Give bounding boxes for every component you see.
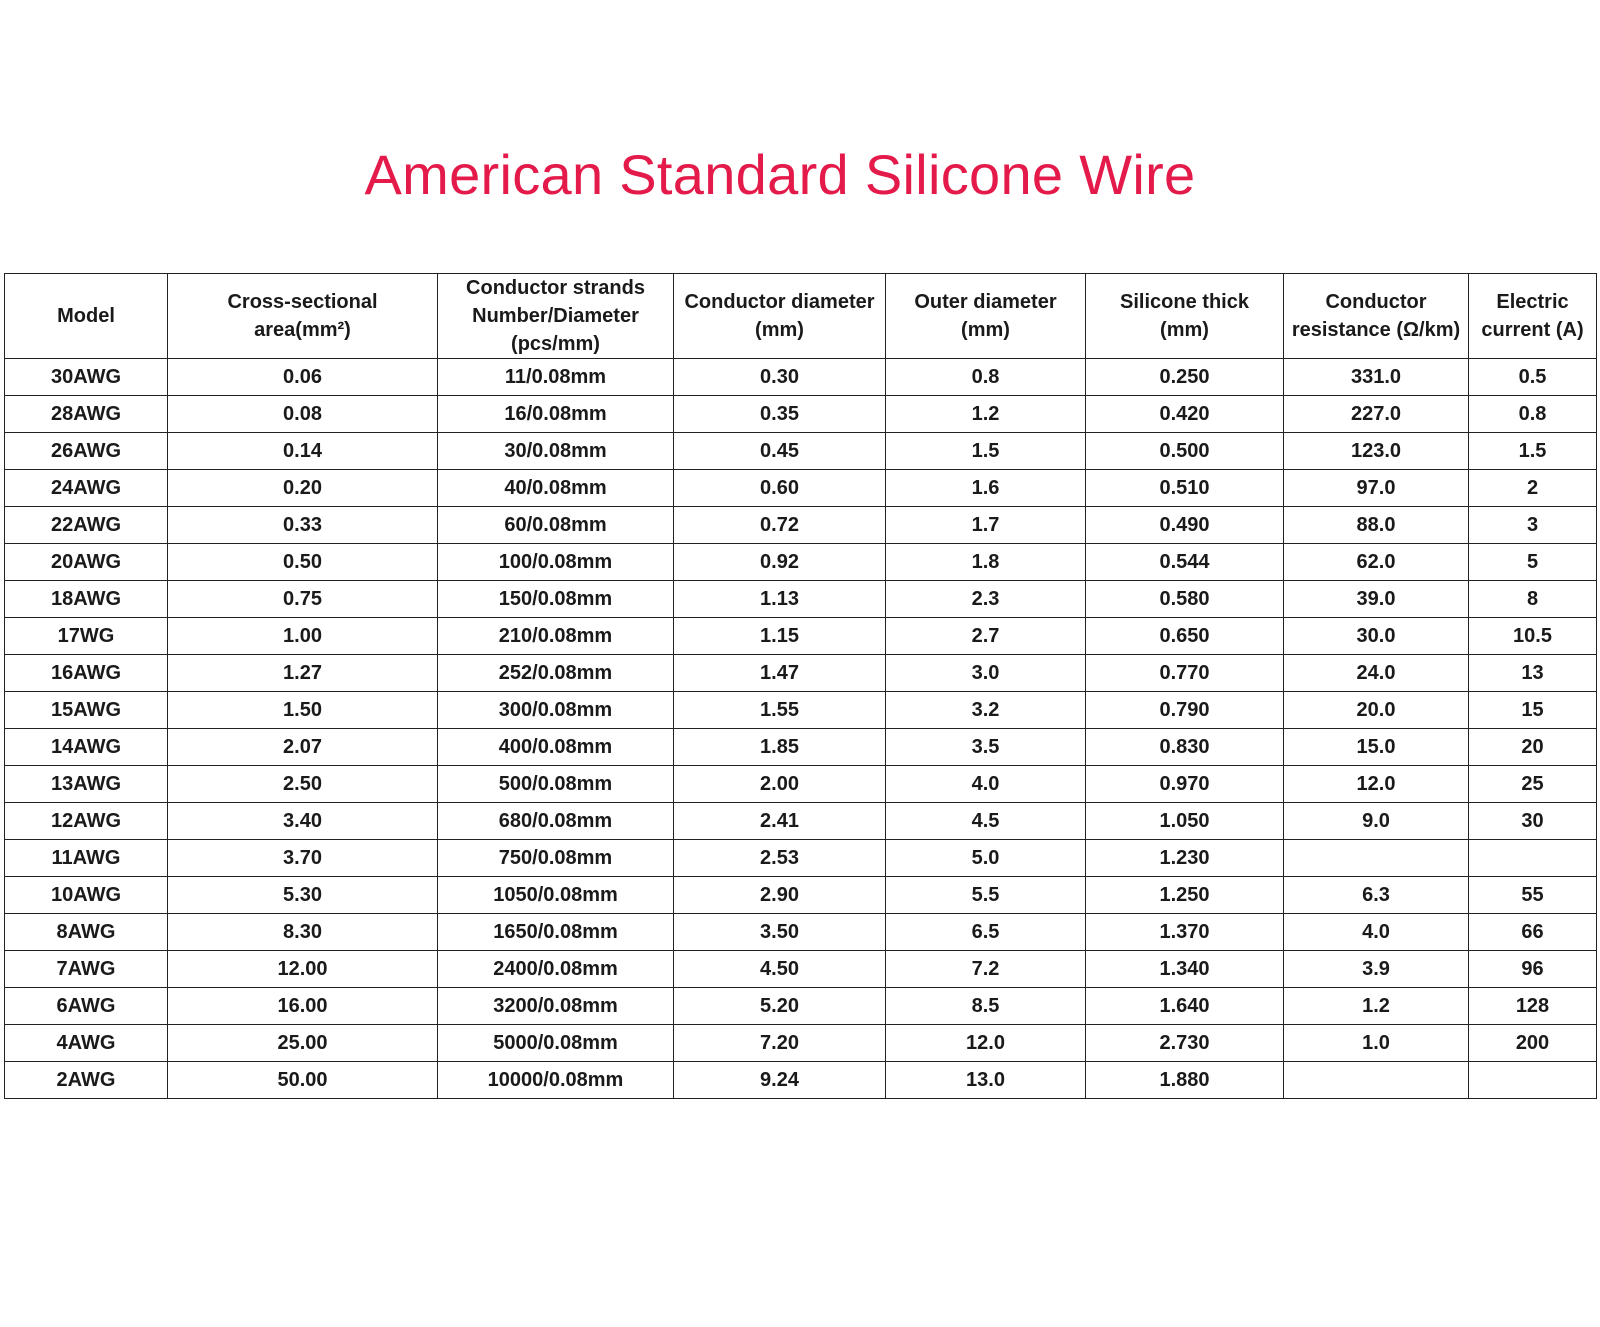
cell-model: 8AWG: [5, 914, 168, 951]
cell-outer-diameter: 4.0: [886, 766, 1086, 803]
cell-conductor-diameter: 1.47: [674, 655, 886, 692]
cell-cross-sectional-area: 1.27: [168, 655, 438, 692]
cell-silicone-thick: 0.580: [1086, 581, 1284, 618]
cell-outer-diameter: 0.8: [886, 359, 1086, 396]
cell-electric-current: [1469, 840, 1597, 877]
table-row: [5, 359, 1597, 396]
wire-spec-table: [4, 273, 1597, 1099]
cell-conductor-diameter: 0.45: [674, 433, 886, 470]
table-row: [5, 766, 1597, 803]
column-header-model: [5, 274, 168, 359]
table-body: [5, 359, 1597, 1099]
cell-model: 18AWG: [5, 581, 168, 618]
cell-silicone-thick: 1.050: [1086, 803, 1284, 840]
column-header-line: resistance (Ω/km): [1291, 319, 1461, 341]
cell-conductor-diameter: 2.53: [674, 840, 886, 877]
cell-silicone-thick: 0.510: [1086, 470, 1284, 507]
cell-electric-current: 15: [1469, 692, 1597, 729]
cell-outer-diameter: 3.0: [886, 655, 1086, 692]
cell-model: 20AWG: [5, 544, 168, 581]
cell-electric-current: 1.5: [1469, 433, 1597, 470]
column-header-line: Number/Diameter: [472, 305, 639, 327]
cell-outer-diameter: 3.2: [886, 692, 1086, 729]
cell-model: 17WG: [5, 618, 168, 655]
cell-electric-current: 200: [1469, 1025, 1597, 1062]
cell-model: 13AWG: [5, 766, 168, 803]
cell-cross-sectional-area: 8.30: [168, 914, 438, 951]
cell-conductor-strands: 11/0.08mm: [438, 359, 674, 396]
cell-model: 15AWG: [5, 692, 168, 729]
cell-conductor-resistance: 15.0: [1284, 729, 1469, 766]
cell-conductor-resistance: 30.0: [1284, 618, 1469, 655]
cell-conductor-strands: 750/0.08mm: [438, 840, 674, 877]
cell-cross-sectional-area: 1.50: [168, 692, 438, 729]
column-header-line: Electric: [1496, 291, 1569, 313]
cell-electric-current: 55: [1469, 877, 1597, 914]
cell-conductor-resistance: 1.0: [1284, 1025, 1469, 1062]
column-header-line: (pcs/mm): [511, 333, 600, 355]
cell-conductor-resistance: 88.0: [1284, 507, 1469, 544]
cell-outer-diameter: 1.2: [886, 396, 1086, 433]
cell-electric-current: 66: [1469, 914, 1597, 951]
cell-conductor-diameter: 4.50: [674, 951, 886, 988]
table-row: [5, 470, 1597, 507]
column-header-silicone-thick: [1086, 274, 1284, 359]
column-header-conductor-resistance: [1284, 274, 1469, 359]
cell-conductor-resistance: 39.0: [1284, 581, 1469, 618]
cell-model: 14AWG: [5, 729, 168, 766]
cell-outer-diameter: 1.7: [886, 507, 1086, 544]
cell-conductor-strands: 5000/0.08mm: [438, 1025, 674, 1062]
cell-cross-sectional-area: 2.07: [168, 729, 438, 766]
cell-outer-diameter: 13.0: [886, 1062, 1086, 1099]
cell-electric-current: 8: [1469, 581, 1597, 618]
cell-electric-current: 10.5: [1469, 618, 1597, 655]
table-row: [5, 655, 1597, 692]
column-header-line: (mm): [1160, 319, 1209, 341]
cell-cross-sectional-area: 0.33: [168, 507, 438, 544]
cell-conductor-resistance: [1284, 840, 1469, 877]
table-row: [5, 433, 1597, 470]
cell-silicone-thick: 0.490: [1086, 507, 1284, 544]
cell-conductor-strands: 252/0.08mm: [438, 655, 674, 692]
cell-silicone-thick: 0.830: [1086, 729, 1284, 766]
cell-outer-diameter: 3.5: [886, 729, 1086, 766]
cell-conductor-strands: 680/0.08mm: [438, 803, 674, 840]
cell-outer-diameter: 2.7: [886, 618, 1086, 655]
cell-cross-sectional-area: 12.00: [168, 951, 438, 988]
cell-silicone-thick: 1.640: [1086, 988, 1284, 1025]
column-header-line: Conductor diameter: [684, 291, 875, 313]
column-header-line: Conductor: [1325, 291, 1427, 313]
column-header-line: Silicone thick: [1120, 291, 1249, 313]
column-header-line: Model: [57, 305, 115, 327]
cell-conductor-strands: 150/0.08mm: [438, 581, 674, 618]
cell-model: 11AWG: [5, 840, 168, 877]
cell-outer-diameter: 6.5: [886, 914, 1086, 951]
cell-cross-sectional-area: 2.50: [168, 766, 438, 803]
cell-outer-diameter: 5.5: [886, 877, 1086, 914]
table-row: [5, 396, 1597, 433]
cell-outer-diameter: 1.5: [886, 433, 1086, 470]
cell-conductor-resistance: 20.0: [1284, 692, 1469, 729]
cell-conductor-resistance: 6.3: [1284, 877, 1469, 914]
cell-outer-diameter: 5.0: [886, 840, 1086, 877]
table-row: [5, 1062, 1597, 1099]
cell-electric-current: 13: [1469, 655, 1597, 692]
cell-conductor-strands: 400/0.08mm: [438, 729, 674, 766]
column-header-line: Cross-sectional: [227, 291, 378, 313]
table-row: [5, 581, 1597, 618]
cell-electric-current: 2: [1469, 470, 1597, 507]
cell-silicone-thick: 0.500: [1086, 433, 1284, 470]
cell-electric-current: 96: [1469, 951, 1597, 988]
cell-conductor-diameter: 1.85: [674, 729, 886, 766]
cell-conductor-strands: 40/0.08mm: [438, 470, 674, 507]
cell-conductor-resistance: 9.0: [1284, 803, 1469, 840]
table-row: [5, 914, 1597, 951]
table-row: [5, 544, 1597, 581]
cell-cross-sectional-area: 3.40: [168, 803, 438, 840]
cell-electric-current: 20: [1469, 729, 1597, 766]
cell-conductor-resistance: 331.0: [1284, 359, 1469, 396]
cell-outer-diameter: 8.5: [886, 988, 1086, 1025]
cell-conductor-resistance: 62.0: [1284, 544, 1469, 581]
cell-conductor-diameter: 0.92: [674, 544, 886, 581]
cell-outer-diameter: 4.5: [886, 803, 1086, 840]
cell-silicone-thick: 1.340: [1086, 951, 1284, 988]
cell-conductor-diameter: 2.90: [674, 877, 886, 914]
cell-outer-diameter: 2.3: [886, 581, 1086, 618]
cell-cross-sectional-area: 3.70: [168, 840, 438, 877]
cell-cross-sectional-area: 0.50: [168, 544, 438, 581]
cell-model: 4AWG: [5, 1025, 168, 1062]
table-header-row: [5, 274, 1597, 359]
cell-cross-sectional-area: 0.14: [168, 433, 438, 470]
cell-cross-sectional-area: 25.00: [168, 1025, 438, 1062]
cell-cross-sectional-area: 50.00: [168, 1062, 438, 1099]
cell-outer-diameter: 1.8: [886, 544, 1086, 581]
table-row: [5, 951, 1597, 988]
cell-cross-sectional-area: 16.00: [168, 988, 438, 1025]
table-row: [5, 692, 1597, 729]
cell-outer-diameter: 1.6: [886, 470, 1086, 507]
cell-silicone-thick: 2.730: [1086, 1025, 1284, 1062]
column-header-line: Outer diameter: [914, 291, 1057, 313]
cell-conductor-diameter: 0.60: [674, 470, 886, 507]
column-header-line: (mm): [961, 319, 1010, 341]
cell-electric-current: 0.8: [1469, 396, 1597, 433]
cell-conductor-strands: 300/0.08mm: [438, 692, 674, 729]
table-row: [5, 507, 1597, 544]
cell-conductor-strands: 3200/0.08mm: [438, 988, 674, 1025]
cell-cross-sectional-area: 5.30: [168, 877, 438, 914]
column-header-cross-sectional-area: [168, 274, 438, 359]
cell-conductor-resistance: 227.0: [1284, 396, 1469, 433]
cell-electric-current: 3: [1469, 507, 1597, 544]
cell-model: 30AWG: [5, 359, 168, 396]
cell-conductor-diameter: 1.15: [674, 618, 886, 655]
cell-conductor-strands: 2400/0.08mm: [438, 951, 674, 988]
cell-silicone-thick: 1.230: [1086, 840, 1284, 877]
cell-outer-diameter: 12.0: [886, 1025, 1086, 1062]
cell-cross-sectional-area: 0.75: [168, 581, 438, 618]
cell-silicone-thick: 1.880: [1086, 1062, 1284, 1099]
table-row: [5, 988, 1597, 1025]
cell-silicone-thick: 0.790: [1086, 692, 1284, 729]
column-header-line: (mm): [755, 319, 804, 341]
cell-silicone-thick: 0.250: [1086, 359, 1284, 396]
column-header-line: area(mm²): [254, 319, 351, 341]
table-row: [5, 729, 1597, 766]
cell-conductor-diameter: 9.24: [674, 1062, 886, 1099]
table-row: [5, 877, 1597, 914]
cell-electric-current: [1469, 1062, 1597, 1099]
cell-conductor-diameter: 3.50: [674, 914, 886, 951]
cell-model: 16AWG: [5, 655, 168, 692]
cell-silicone-thick: 0.650: [1086, 618, 1284, 655]
cell-model: 24AWG: [5, 470, 168, 507]
cell-conductor-resistance: 1.2: [1284, 988, 1469, 1025]
cell-conductor-resistance: [1284, 1062, 1469, 1099]
cell-cross-sectional-area: 0.06: [168, 359, 438, 396]
cell-conductor-resistance: 4.0: [1284, 914, 1469, 951]
cell-conductor-diameter: 2.41: [674, 803, 886, 840]
column-header-conductor-strands: [438, 274, 674, 359]
cell-electric-current: 0.5: [1469, 359, 1597, 396]
cell-electric-current: 25: [1469, 766, 1597, 803]
cell-silicone-thick: 1.370: [1086, 914, 1284, 951]
cell-conductor-strands: 10000/0.08mm: [438, 1062, 674, 1099]
cell-model: 22AWG: [5, 507, 168, 544]
cell-cross-sectional-area: 0.20: [168, 470, 438, 507]
cell-conductor-strands: 1050/0.08mm: [438, 877, 674, 914]
cell-model: 6AWG: [5, 988, 168, 1025]
cell-conductor-strands: 210/0.08mm: [438, 618, 674, 655]
cell-conductor-diameter: 0.72: [674, 507, 886, 544]
cell-conductor-strands: 500/0.08mm: [438, 766, 674, 803]
column-header-electric-current: [1469, 274, 1597, 359]
cell-conductor-resistance: 97.0: [1284, 470, 1469, 507]
cell-conductor-diameter: 1.55: [674, 692, 886, 729]
table-row: [5, 840, 1597, 877]
cell-conductor-strands: 1650/0.08mm: [438, 914, 674, 951]
page-title: American Standard Silicone Wire: [364, 143, 1196, 206]
cell-conductor-strands: 100/0.08mm: [438, 544, 674, 581]
cell-conductor-resistance: 3.9: [1284, 951, 1469, 988]
table-row: [5, 1025, 1597, 1062]
table-row: [5, 618, 1597, 655]
cell-conductor-diameter: 0.35: [674, 396, 886, 433]
cell-conductor-strands: 16/0.08mm: [438, 396, 674, 433]
cell-silicone-thick: 0.420: [1086, 396, 1284, 433]
column-header-line: Conductor strands: [466, 277, 645, 299]
cell-conductor-diameter: 1.13: [674, 581, 886, 618]
cell-conductor-diameter: 5.20: [674, 988, 886, 1025]
cell-conductor-diameter: 2.00: [674, 766, 886, 803]
cell-silicone-thick: 0.970: [1086, 766, 1284, 803]
cell-conductor-strands: 30/0.08mm: [438, 433, 674, 470]
cell-conductor-resistance: 12.0: [1284, 766, 1469, 803]
cell-silicone-thick: 1.250: [1086, 877, 1284, 914]
cell-model: 2AWG: [5, 1062, 168, 1099]
cell-model: 10AWG: [5, 877, 168, 914]
cell-conductor-diameter: 0.30: [674, 359, 886, 396]
cell-model: 7AWG: [5, 951, 168, 988]
cell-electric-current: 5: [1469, 544, 1597, 581]
cell-conductor-resistance: 24.0: [1284, 655, 1469, 692]
column-header-outer-diameter: [886, 274, 1086, 359]
cell-conductor-resistance: 123.0: [1284, 433, 1469, 470]
cell-model: 26AWG: [5, 433, 168, 470]
cell-electric-current: 128: [1469, 988, 1597, 1025]
cell-silicone-thick: 0.544: [1086, 544, 1284, 581]
cell-silicone-thick: 0.770: [1086, 655, 1284, 692]
cell-conductor-strands: 60/0.08mm: [438, 507, 674, 544]
cell-cross-sectional-area: 1.00: [168, 618, 438, 655]
column-header-line: current (A): [1481, 319, 1584, 341]
cell-conductor-diameter: 7.20: [674, 1025, 886, 1062]
cell-outer-diameter: 7.2: [886, 951, 1086, 988]
table-row: [5, 803, 1597, 840]
cell-model: 28AWG: [5, 396, 168, 433]
cell-model: 12AWG: [5, 803, 168, 840]
column-header-conductor-diameter: [674, 274, 886, 359]
cell-electric-current: 30: [1469, 803, 1597, 840]
cell-cross-sectional-area: 0.08: [168, 396, 438, 433]
